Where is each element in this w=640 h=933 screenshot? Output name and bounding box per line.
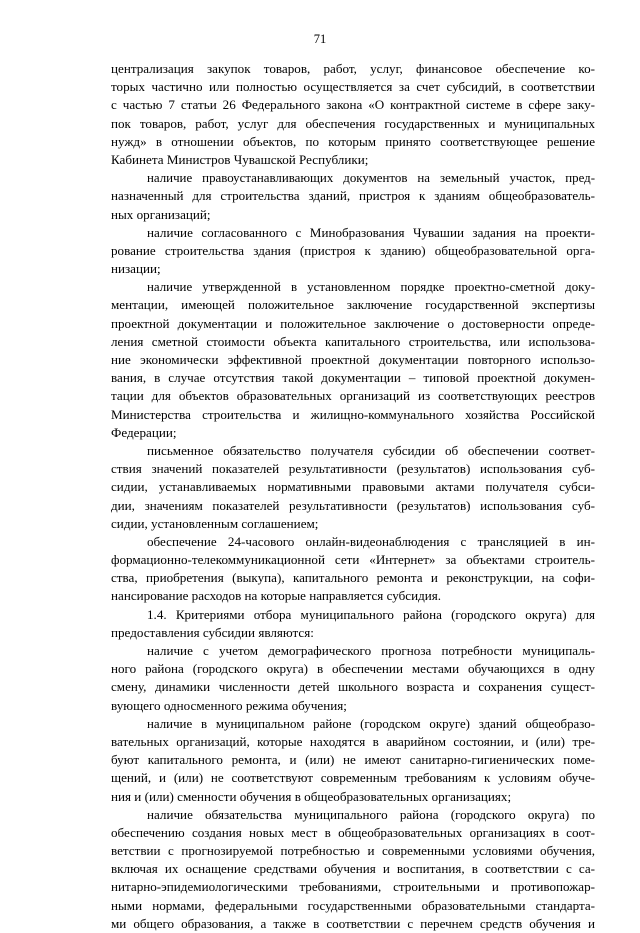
- text-line: наличие в муниципальном районе (городском округе) зданий общеобразо-: [147, 716, 595, 731]
- text-line: назначенный для строительства зданий, пристроя к зданиям общеобразователь-: [111, 188, 595, 204]
- text-line: ми общего образования, а также в соответствии с перечнем средств обучения и: [111, 915, 595, 931]
- paragraph: [111, 442, 595, 533]
- text-line: сидии, установленным соглашением;: [111, 515, 319, 531]
- text-line: наличие утвержденной в установленном порядке проектно-сметной доку-: [147, 280, 595, 295]
- paragraph: [111, 60, 595, 169]
- text-line: ния и (или) сменности обучения в общеобразовательных организациях;: [111, 788, 512, 804]
- text-line: ления сметной стоимости объекта капитального строительства, или использова-: [111, 333, 595, 349]
- text-line: ствия значений показателей результативности (результатов) использования суб-: [111, 461, 595, 477]
- text-line: смену, динамики численности детей школьного возраста и сохранения сущест-: [111, 679, 595, 695]
- paragraph: [111, 533, 595, 606]
- text-line: нитарно-эпидемиологическими требованиями, строительными и противопожар-: [111, 879, 595, 895]
- paragraph: [111, 642, 595, 715]
- text-line: наличие обязательства муниципального района (городского округа) по: [147, 806, 595, 822]
- text-line: централизация закупок товаров, работ, услуг, финансовое обеспечение ко-: [111, 61, 595, 76]
- paragraph: [111, 606, 595, 642]
- text-line: ние экономически эффективной проектной документации повторного использо-: [111, 352, 595, 367]
- text-line: наличие с учетом демографического прогноза потребности муниципаль-: [147, 643, 595, 658]
- text-line: нужд» в отношении объектов, по которым принято соответствующее решение: [111, 133, 595, 149]
- document-body: [111, 60, 595, 933]
- text-line: формационно-телекоммуникационной сети «Интернет» за объектами строитель-: [111, 552, 595, 568]
- text-line: Кабинета Министров Чувашской Республики;: [111, 151, 369, 167]
- text-line: ными нормами, федеральными государственными образовательными стандарта-: [111, 897, 595, 913]
- text-line: нансирование расходов на которые направляется субсидия.: [111, 588, 442, 604]
- text-line: дии, значениям показателей результативности (результатов) использования суб-: [111, 497, 595, 513]
- text-line: проектной документации и положительное заключение о достоверности опреде-: [111, 315, 595, 331]
- text-line: сидии, устанавливаемых нормативными правовыми актами получателя субси-: [111, 479, 595, 495]
- text-line: ства, приобретения (выкупа), капитального ремонта и реконструкции, на софи-: [111, 570, 595, 586]
- text-line: с частью 7 статьи 26 Федерального закона «О контрактной системе в сфере заку-: [111, 97, 595, 113]
- text-line: ных организаций;: [111, 206, 211, 222]
- text-line: 1.4. Критериями отбора муниципального района (городского округа) для: [147, 606, 595, 622]
- text-line: вания, в случае отсутствия такой документации – типовой проектной докумен-: [111, 370, 595, 386]
- text-line: Федерации;: [111, 424, 177, 440]
- text-line: рование строительства здания (пристроя к зданию) общеобразовательной орга-: [111, 242, 595, 258]
- paragraph: [111, 715, 595, 806]
- text-line: наличие согласованного с Минобразования Чувашии задания на проекти-: [147, 224, 595, 240]
- text-line: низации;: [111, 261, 161, 277]
- text-line: вующего односменного режима обучения;: [111, 697, 347, 713]
- text-line: предоставления субсидии являются:: [111, 624, 314, 640]
- paragraph: [111, 278, 595, 442]
- text-line: пок товаров, работ, услуг для обеспечения государственных и муниципальных: [111, 115, 595, 131]
- text-line: буют капитального ремонта, и (или) не имеют санитарно-гигиенических поме-: [111, 752, 595, 768]
- text-line: включая их оснащение средствами обучения и воспитания, в соответствии с са-: [111, 861, 595, 877]
- text-line: ментации, имеющей положительное заключение государственной экспертизы: [111, 297, 595, 313]
- page-number: 71: [313, 32, 327, 46]
- text-line: письменное обязательство получателя субсидии об обеспечении соответ-: [147, 442, 595, 458]
- text-line: щений, и (или) не соответствуют современным требованиям к условиям обуче-: [111, 770, 595, 786]
- text-line: торых частично или полностью осуществляется за счет субсидий, в соответствии: [111, 79, 595, 95]
- paragraph: [111, 224, 595, 279]
- text-line: обеспечение 24-часового онлайн-видеонаблюдения с трансляцией в ин-: [147, 533, 595, 549]
- text-line: ветствии с прогнозируемой потребностью и современными условиями обучения,: [111, 843, 595, 859]
- text-line: тации для объектов образовательных организаций из соответствующих реестров: [111, 388, 595, 404]
- text-line: Министерства строительства и жилищно-коммунального хозяйства Российской: [111, 406, 595, 422]
- paragraph: [111, 806, 595, 933]
- text-line: обеспечению создания новых мест в общеобразовательных организациях в соот-: [111, 824, 595, 840]
- text-line: наличие правоустанавливающих документов на земельный участок, пред-: [147, 171, 595, 186]
- paragraph: [111, 169, 595, 224]
- text-line: вательных организаций, которые находятся в аварийном состоянии, и (или) тре-: [111, 733, 595, 749]
- text-line: ного района (городского округа) в обеспечении местами обучающихся в одну: [111, 661, 595, 677]
